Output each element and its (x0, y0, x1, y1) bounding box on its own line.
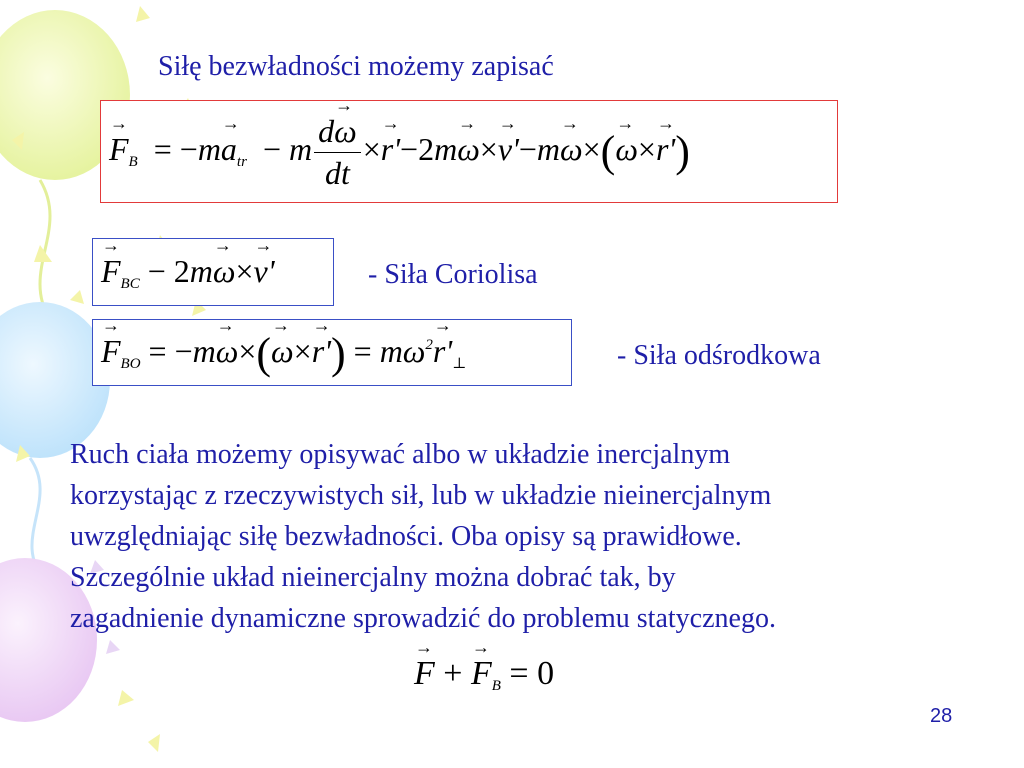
equilibrium-equation: → F + → $F_B = 0$ (414, 655, 554, 695)
paragraph-line: korzystając z rzeczywistych sił, lub w układzie nieinercjalnym (70, 480, 772, 511)
coriolis-force-equation-box (92, 238, 334, 306)
paragraph-line: uwzględniając siłę bezwładności. Oba opisy są prawidłowe. (70, 521, 742, 552)
centrifugal-force-label: - Siła odśrodkowa (617, 340, 821, 371)
inertial-force-equation-box (100, 100, 838, 203)
inertial-force-equation: → $F_B = -m\to a_{tr} - m$ $\frac{d\to \omega}{dt}$ ×→ r'−2m→ ω×→ v'−m→ ω×(→ ω×→ r') (109, 113, 690, 192)
paragraph-line: Ruch ciała możemy opisywać albo w układzie inercjalnym (70, 439, 731, 470)
explanation-paragraph (70, 434, 970, 639)
slide-number: 28 (930, 705, 953, 727)
paragraph-line: Szczególnie układ nieinercjalny można dobrać tak, by (70, 562, 676, 593)
slide-heading: Siłę bezwładności możemy zapisać (158, 51, 554, 82)
coriolis-force-label: - Siła Coriolisa (368, 259, 538, 290)
coriolis-force-equation: → $F_{BC} - 2m\to \omega\times\to v'$ (101, 253, 275, 293)
paragraph-line: zagadnienie dynamiczne sprowadzić do problemu statycznego. (70, 603, 776, 634)
centrifugal-force-equation-box (92, 319, 572, 386)
centrifugal-force-equation: → $F_{BO} = -m\to \omega\times(\to \omega\times\to r') = m\omega^2\to r'_\perp$ (101, 328, 466, 379)
